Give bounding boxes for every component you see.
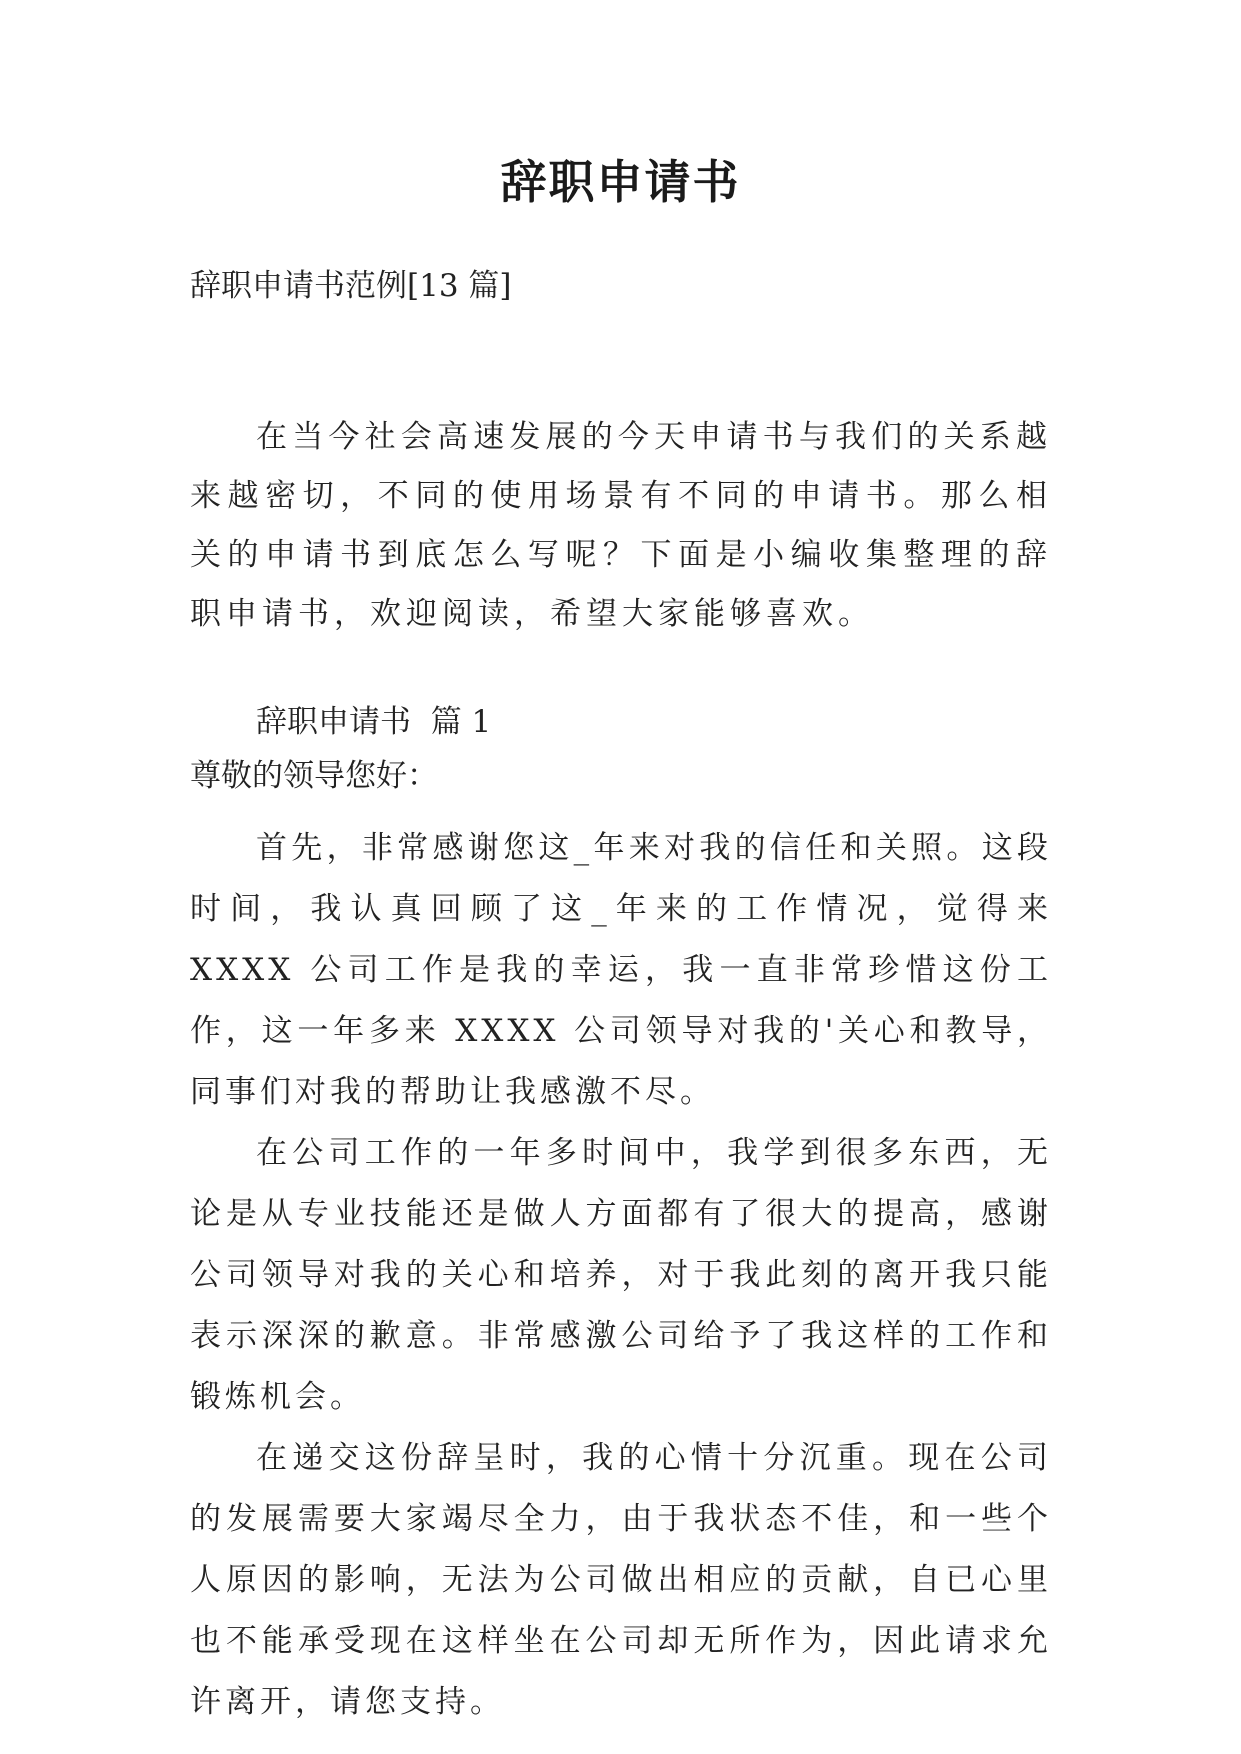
document-subtitle: 辞职申请书范例[13 篇]	[190, 268, 512, 304]
document-title: 辞职申请书	[500, 155, 741, 209]
section-heading: 辞职申请书 篇 1	[256, 704, 492, 740]
intro-paragraph: 在当今社会高速发展的今天申请书与我们的关系越来越密切，不同的使用场景有不同的申请书。那么相关的申请书到底怎么写呢？下面是小编收集整理的辞职申请书，欢迎阅读，希望大家能够喜欢。	[190, 419, 1052, 632]
salutation: 尊敬的领导您好：	[190, 758, 438, 794]
letter-paragraph-1: 首先，非常感谢您这_年来对我的信任和关照。这段时间，我认真回顾了这_年来的工作情况，觉得来 XXXX 公司工作是我的幸运，我一直非常珍惜这份工作，这一年多来 XXXX 公司领导对我的'关心和教导，同事们对我的帮助让我感激不尽。	[190, 830, 1052, 1110]
letter-paragraph-2: 在公司工作的一年多时间中，我学到很多东西，无论是从专业技能还是做人方面都有了很大的提高，感谢公司领导对我的关心和培养，对于我此刻的离开我只能表示深深的歉意。非常感激公司给予了我这样的工作和锻炼机会。	[190, 1135, 1052, 1415]
letter-body	[190, 818, 1052, 1733]
letter-paragraph-3: 在递交这份辞呈时，我的心情十分沉重。现在公司的发展需要大家竭尽全力，由于我状态不佳，和一些个人原因的影响，无法为公司做出相应的贡献，自已心里也不能承受现在这样坐在公司却无所作为，因此请求允许离开，请您支持。	[190, 1440, 1052, 1720]
